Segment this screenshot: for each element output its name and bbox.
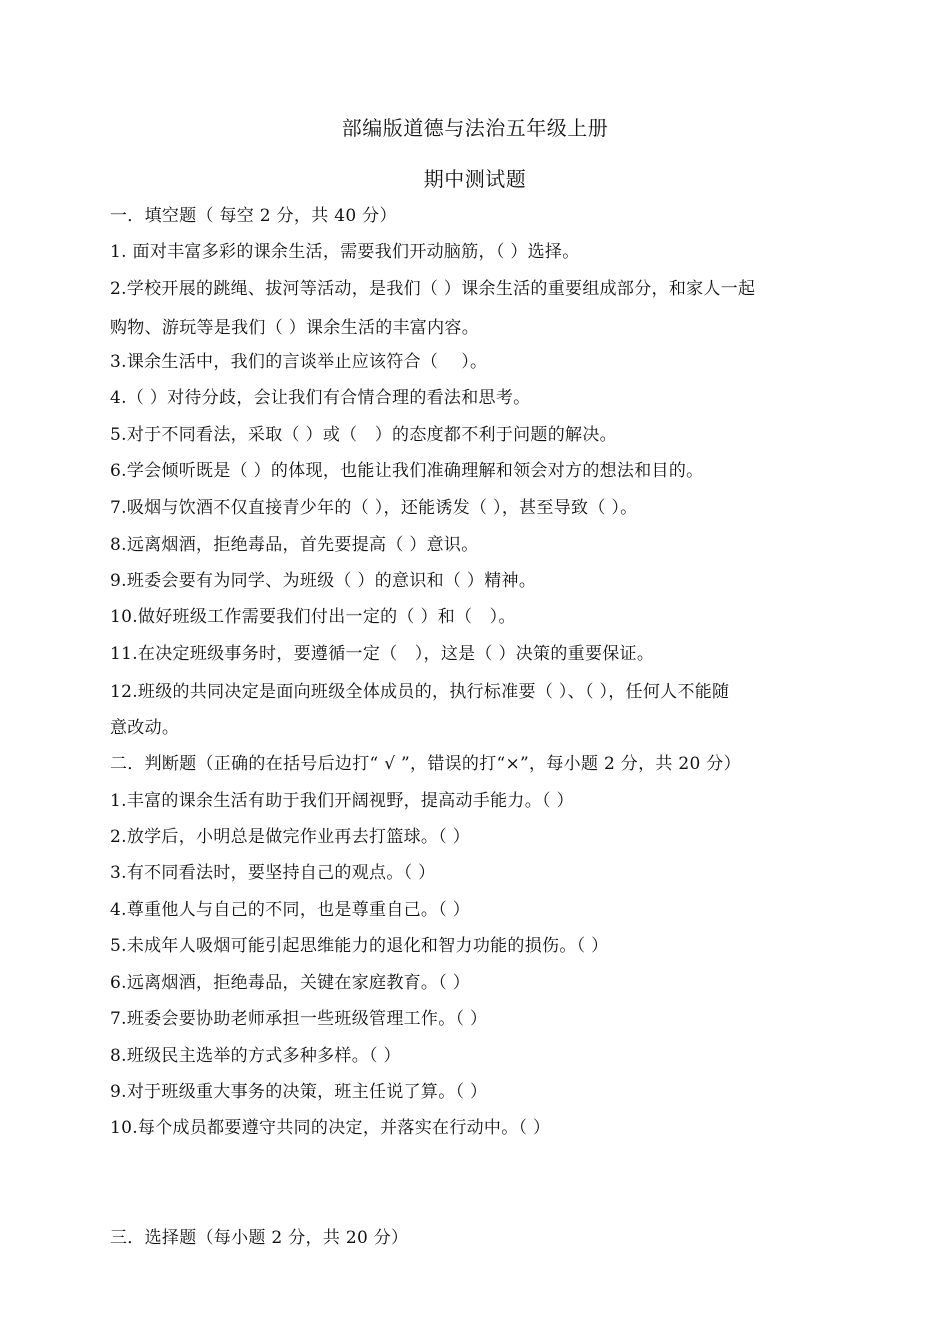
question-line: 5.未成年人吸烟可能引起思维能力的退化和智力功能的损伤。（ ） [110,936,609,956]
question-line: 1.丰富的课余生活有助于我们开阔视野，提高动手能力。（ ） [110,791,574,811]
question-line: 9.班委会要有为同学、为班级（ ）的意识和（ ）精神。 [110,571,537,591]
document-title: 部编版道德与法治五年级上册 [341,116,609,140]
section-heading: 二．判断题（正确的在括号后边打“ √ ”，错误的打“×”，每小题 2 分，共 20 分） [110,754,741,774]
document-subtitle: 期中测试题 [423,167,527,191]
question-line: 4.（ ）对待分歧，会让我们有合情合理的看法和思考。 [110,388,531,408]
question-line: 6.学会倾听既是（ ）的体现，也能让我们准确理解和领会对方的想法和目的。 [110,461,704,481]
section-heading: 一．填空题（ 每空 2 分，共 40 分） [110,206,397,226]
question-line: 3.有不同看法时，要坚持自己的观点。（ ） [110,863,436,883]
question-line: 8.远离烟酒，拒绝毒品，首先要提高（ ）意识。 [110,535,479,555]
question-line: 7.班委会要协助老师承担一些班级管理工作。（ ） [110,1009,488,1029]
question-line: 4.尊重他人与自己的不同，也是尊重自己。（ ） [110,900,471,920]
question-line: 8.班级民主选举的方式多种多样。（ ） [110,1046,401,1066]
question-line: 3.课余生活中，我们的言谈举止应该符合（ ）。 [110,352,488,372]
question-line: 购物、游玩等是我们（ ）课余生活的丰富内容。 [110,318,480,338]
question-line: 5.对于不同看法，采取（ ）或（ ）的态度都不利于问题的解决。 [110,425,617,445]
question-line: 11.在决定班级事务时，要遵循一定（ ），这是（ ）决策的重要保证。 [110,644,655,664]
question-line: 2.放学后，小明总是做完作业再去打篮球。（ ） [110,827,471,847]
question-line: 10.做好班级工作需要我们付出一定的（ ）和（ ）。 [110,607,516,627]
question-line: 9.对于班级重大事务的决策，班主任说了算。（ ） [110,1082,488,1102]
question-line: 意改动。 [110,718,180,738]
question-line: 6.远离烟酒，拒绝毒品，关键在家庭教育。（ ） [110,973,471,993]
section-heading: 三．选择题（每小题 2 分，共 20 分） [110,1228,409,1248]
question-line: 12.班级的共同决定是面向班级全体成员的，执行标准要（ ）、（ ），任何人不能随 [110,682,730,702]
question-line: 10.每个成员都要遵守共同的决定，并落实在行动中。（ ） [110,1118,551,1138]
question-line: 2.学校开展的跳绳、拔河等活动，是我们（ ）课余生活的重要组成部分，和家人一起 [110,279,756,299]
question-line: 7.吸烟与饮酒不仅直接青少年的（ ），还能诱发（ ），甚至导致（ ）。 [110,498,638,518]
question-line: 1. 面对丰富多彩的课余生活，需要我们开动脑筋，（ ）选择。 [110,242,580,262]
